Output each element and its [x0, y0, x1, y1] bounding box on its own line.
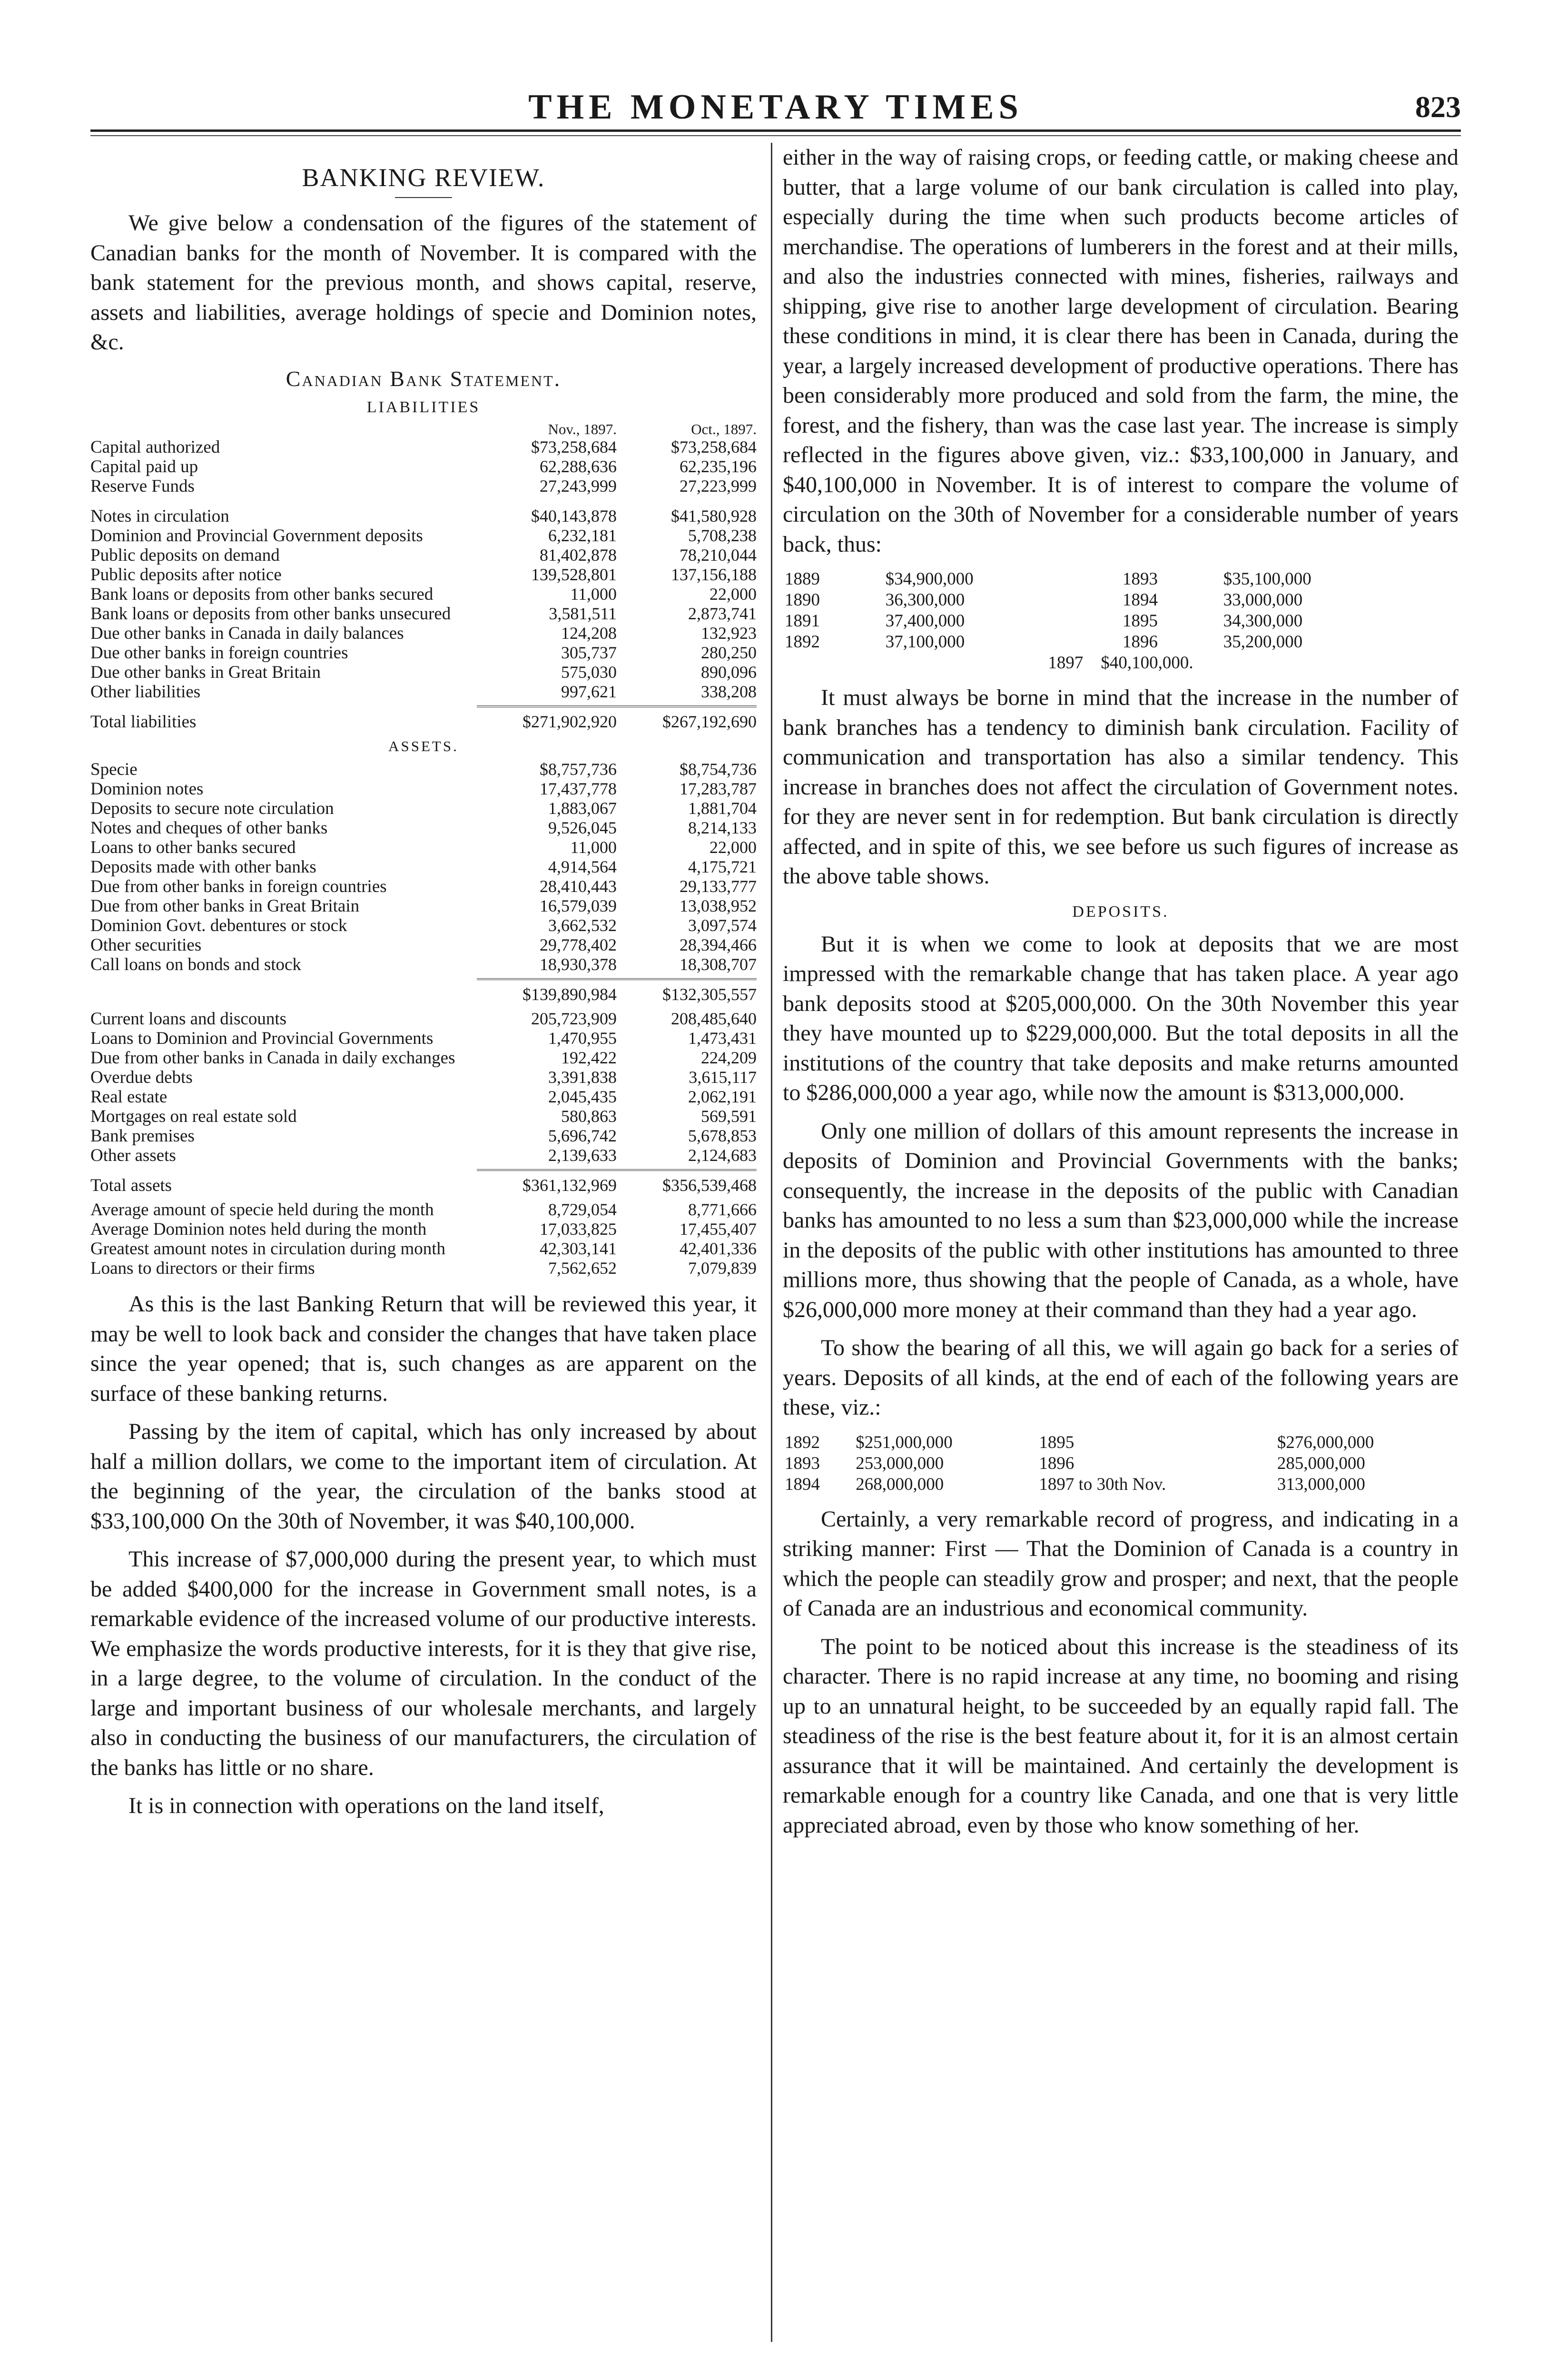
row-value-nov: 17,437,778 [540, 779, 617, 798]
deposits-row [783, 1432, 1458, 1453]
row-value-nov: 18,930,378 [540, 955, 617, 974]
rule-cell [90, 702, 477, 706]
asset-row [90, 1068, 757, 1087]
liability-row [90, 565, 757, 585]
rule-cell [477, 1165, 617, 1170]
row-value-nov: 3,391,838 [548, 1068, 617, 1087]
row-label: Average amount of specie held during the month [90, 1200, 434, 1220]
row-value-oct: 2,873,741 [688, 604, 757, 623]
row-value-nov: 7,562,652 [548, 1259, 617, 1278]
amount-cell: 37,100,000 [885, 632, 965, 652]
circulation-row-1897 [783, 653, 1458, 674]
row-value-nov: 9,526,045 [548, 818, 617, 837]
amount-cell: $35,100,000 [1223, 569, 1311, 589]
row-value-nov: 4,914,564 [548, 857, 617, 876]
asset-row [90, 916, 757, 935]
body-paragraph: either in the way of raising crops, or feeding cattle, or making cheese and butter, that a large volume of our bank circulation is called into play, especially during the time when such products become articles of merchandise. The operations of lumberers in the forest and at their mills, and also the industries connected with mines, fisheries, railways and shipping, give rise to another large development of circulation. Bearing these conditions in mind, it is clear there has been in Canada, during the year, a largely increased development of productive operations. There has been considerably more produced and sold from the farm, the mine, the forest, and the fishery, than was the case last year. The increase is simply reflected in the figures above given, viz.: $33,100,000 in January, and $40,100,000 in November. It is of interest to compare the volume of circulation on the 30th of November for a considerable number of years back, thus: [783, 145, 1458, 557]
liability-row [90, 624, 757, 643]
row-label: Reserve Funds [90, 476, 195, 496]
year-cell: 1892 [785, 1432, 820, 1452]
subtotal-oct: $132,305,557 [662, 985, 757, 1004]
rule-cell [477, 974, 617, 979]
rule-cell [617, 1165, 757, 1170]
row-value-oct: $73,258,684 [671, 437, 757, 456]
heading-rule [395, 197, 452, 198]
amount-cell: 268,000,000 [856, 1474, 944, 1494]
row-value-nov: 2,045,435 [548, 1087, 617, 1106]
row-value-oct: 280,250 [701, 643, 757, 662]
row-value-nov: 28,410,443 [540, 877, 617, 896]
body-paragraph: It must always be borne in mind that the increase in the number of bank branches has a tendency to diminish bank circulation. Facility of communication and transportation has also a similar tendency. This increase in branches does not affect the circulation of Government notes. for they are never sent in for redemption. But bank circulation is directly affected, and in spite of this, we see before us such figures of increase as the above table shows. [783, 685, 1458, 889]
row-value-nov: 305,737 [561, 643, 617, 662]
circulation-row [783, 632, 1458, 653]
row-value-oct: 3,615,117 [689, 1068, 757, 1087]
left-column [90, 143, 757, 1821]
average-row [90, 1259, 757, 1278]
amount-cell: 33,000,000 [1223, 590, 1303, 610]
year-cell: 1893 [1122, 569, 1158, 589]
row-label: Bank premises [90, 1126, 195, 1146]
row-label: Due other banks in Canada in daily balances [90, 624, 404, 643]
spacer-row [90, 496, 757, 506]
body-paragraph: It is in connection with operations on the land itself, [128, 1793, 604, 1818]
asset-row [90, 877, 757, 896]
liabilities-heading: LIABILITIES [366, 398, 481, 416]
row-value-oct: 2,124,683 [688, 1146, 757, 1165]
row-label: Specie [90, 760, 138, 779]
rule-row [90, 974, 757, 979]
row-value-oct: 3,097,574 [688, 916, 757, 935]
row-value-nov: 3,662,532 [548, 916, 617, 935]
row-label: Notes in circulation [90, 506, 229, 526]
row-label: Call loans on bonds and stock [90, 955, 301, 974]
page-number: 823 [1415, 90, 1461, 124]
row-label: Dominion Govt. debentures or stock [90, 916, 347, 935]
liability-row [90, 643, 757, 663]
row-value-nov: 11,000 [570, 585, 617, 604]
row-label: Dominion notes [90, 779, 204, 799]
total-assets-row [90, 1170, 757, 1200]
circulation-1897-cell [783, 653, 1458, 674]
row-value-oct: 13,038,952 [680, 896, 757, 915]
body-paragraph: The point to be noticed about this increase is the steadiness of its character. There is no rapid increase at any time, no booming and rising up to an unnatural height, to be succeeded by an equally rapid fall. The steadiness of the rise is the best feature about it, for it is an almost certain assurance that it will be maintained. And certainly the development is remarkable enough for a country like Canada, and one that is very little appreciated abroad, even by those who know something of her. [783, 1634, 1458, 1838]
year-cell: 1891 [785, 611, 820, 631]
row-label: Total assets [90, 1176, 172, 1195]
row-label: Due from other banks in foreign countries [90, 877, 387, 896]
asset-row [90, 1009, 757, 1029]
article-heading: BANKING REVIEW. [302, 163, 545, 192]
deposits-row [783, 1474, 1458, 1495]
left-paragraphs [90, 1289, 757, 1821]
row-value-oct: 890,096 [701, 663, 757, 682]
row-value-nov: 11,000 [570, 838, 617, 857]
liability-row [90, 663, 757, 682]
assets-heading: ASSETS. [388, 738, 459, 754]
row-value-nov: 192,422 [561, 1048, 617, 1067]
column-divider [771, 143, 772, 2342]
right-paragraphs-d [783, 1505, 1458, 1841]
year-cell: 1890 [785, 590, 820, 610]
right-column [783, 143, 1458, 1840]
amount-cell: $251,000,000 [856, 1432, 953, 1452]
year-cell: 1893 [785, 1453, 820, 1473]
year-cell: 1894 [1122, 590, 1158, 610]
amount-cell: 37,400,000 [885, 611, 965, 631]
amount-cell: 313,000,000 [1277, 1474, 1365, 1494]
body-paragraph: As this is the last Banking Return that will be reviewed this year, it may be well to look back and consider the changes that have taken place since the year opened; that is, such changes as are apparent on the surface of these banking returns. [90, 1291, 757, 1406]
year-cell: 1897 [1048, 653, 1084, 673]
row-label: Loans to Dominion and Provincial Governments [90, 1029, 434, 1048]
row-value-oct: 338,208 [701, 682, 757, 701]
row-label: Due from other banks in Canada in daily exchanges [90, 1048, 455, 1068]
row-label: Notes and cheques of other banks [90, 818, 328, 838]
row-value-nov: 17,033,825 [540, 1220, 617, 1239]
row-value-nov: 8,729,054 [548, 1200, 617, 1219]
asset-row [90, 1048, 757, 1068]
body-paragraph: To show the bearing of all this, we will again go back for a series of years. Deposits of all kinds, at the end of each of the following years are these, viz.: [783, 1335, 1458, 1420]
liability-row [90, 682, 757, 702]
row-value-oct: 1,473,431 [688, 1029, 757, 1048]
right-paragraphs-c [783, 930, 1458, 1423]
row-value-oct: $267,192,690 [662, 712, 757, 731]
row-value-oct: 28,394,466 [680, 935, 757, 954]
deposits-table [783, 1432, 1458, 1495]
row-label: Bank loans or deposits from other banks secured [90, 585, 434, 604]
rule-cell [477, 702, 617, 706]
row-value-oct: 132,923 [701, 624, 757, 643]
row-value-nov: 3,581,511 [549, 604, 617, 623]
row-value-oct: 7,079,839 [688, 1259, 757, 1278]
circulation-row [783, 590, 1458, 611]
amount-cell: $40,100,000. [1101, 653, 1193, 673]
asset-row [90, 935, 757, 955]
row-label: Loans to other banks secured [90, 838, 296, 857]
row-value-nov: $361,132,969 [522, 1176, 617, 1195]
column-head-blank [90, 421, 477, 437]
row-value-oct: 4,175,721 [688, 857, 757, 876]
row-label: Greatest amount notes in circulation during month [90, 1239, 445, 1259]
liability-row [90, 585, 757, 604]
liability-row [90, 476, 757, 496]
liability-row [90, 545, 757, 565]
rule-cell [90, 1165, 477, 1170]
masthead-rule-thin [90, 135, 1461, 136]
row-label: Due from other banks in Great Britain [90, 896, 360, 916]
asset-row [90, 799, 757, 818]
liability-row [90, 526, 757, 545]
row-label: Real estate [90, 1087, 168, 1107]
rule-row [90, 1165, 757, 1170]
amount-cell: $34,900,000 [885, 569, 974, 589]
right-paragraphs-b [783, 683, 1458, 892]
liability-row [90, 437, 757, 457]
row-value-nov: 6,232,181 [548, 526, 617, 545]
rule-cell [617, 974, 757, 979]
amount-cell: 285,000,000 [1277, 1453, 1365, 1473]
row-label: Dominion and Provincial Government deposits [90, 526, 423, 545]
liability-row [90, 457, 757, 476]
year-cell: 1894 [785, 1474, 820, 1494]
year-cell: 1896 [1039, 1453, 1074, 1473]
row-value-nov: 5,696,742 [548, 1126, 617, 1145]
statement-title: Canadian Bank Statement. [286, 366, 562, 391]
row-value-oct: 5,678,853 [688, 1126, 757, 1145]
asset-row [90, 857, 757, 877]
row-value-nov: 2,139,633 [548, 1146, 617, 1165]
body-paragraph: Only one million of dollars of this amount represents the increase in deposits of Dominion and Provincial Governments with the banks; consequently, the increase in the deposits of the public with Canadian banks has amounted to no less a sum than $23,000,000 while the increase in the deposits of the public with other institutions has amounted to three millions more, thus showing that the people of Canada, as a whole, have $26,000,000 more money at their command than they had a year ago. [783, 1118, 1458, 1322]
year-cell: 1895 [1122, 611, 1158, 631]
asset-row [90, 779, 757, 799]
body-paragraph: Passing by the item of capital, which has only increased by about half a million dollars, we come to the important item of circulation. At the beginning of the year, the circulation of the banks stood at $33,100,000 On the 30th of November, it was $40,100,000. [90, 1419, 757, 1534]
row-value-oct: 137,156,188 [671, 565, 757, 584]
row-value-nov: 575,030 [561, 663, 617, 682]
row-value-oct: 208,485,640 [671, 1009, 757, 1028]
bank-statement-table [90, 421, 757, 1278]
amount-cell: 253,000,000 [856, 1453, 944, 1473]
year-cell: 1892 [785, 632, 820, 652]
row-value-oct: 22,000 [709, 585, 757, 604]
row-label: Other liabilities [90, 682, 201, 702]
row-label: Capital authorized [90, 437, 220, 457]
row-value-nov: 16,579,039 [540, 896, 617, 915]
row-label: Deposits made with other banks [90, 857, 316, 877]
amount-cell: 35,200,000 [1223, 632, 1303, 652]
column-head-oct: Oct., 1897. [691, 421, 757, 437]
amount-cell: $276,000,000 [1277, 1432, 1374, 1452]
deposits-heading: DEPOSITS. [1072, 902, 1169, 921]
subtotal-nov: $139,890,984 [522, 985, 617, 1004]
row-value-nov: 1,470,955 [548, 1029, 617, 1048]
asset-row [90, 818, 757, 838]
year-cell: 1889 [785, 569, 820, 589]
row-label: Due other banks in foreign countries [90, 643, 348, 663]
row-value-oct: 42,401,336 [680, 1239, 757, 1258]
liability-row [90, 506, 757, 526]
asset-row [90, 896, 757, 916]
row-label: Current loans and discounts [90, 1009, 287, 1029]
row-label: Total liabilities [90, 712, 197, 732]
amount-cell: 34,300,000 [1223, 611, 1303, 631]
asset-row [90, 1029, 757, 1048]
row-label: Other assets [90, 1146, 176, 1165]
row-value-oct: 2,062,191 [688, 1087, 757, 1106]
masthead-rule [90, 129, 1461, 132]
row-value-oct: 8,771,666 [688, 1200, 757, 1219]
amount-cell: 36,300,000 [885, 590, 965, 610]
row-label: Other securities [90, 935, 202, 955]
row-value-nov: 124,208 [561, 624, 617, 643]
rule-cell [617, 702, 757, 706]
row-value-nov: $73,258,684 [531, 437, 617, 456]
year-cell: 1897 to 30th Nov. [1039, 1474, 1166, 1494]
asset-row [90, 1087, 757, 1107]
row-value-nov: $40,143,878 [531, 506, 617, 526]
row-value-oct: 78,210,044 [680, 545, 757, 565]
subtotal-blank [90, 979, 477, 1009]
row-value-nov: 62,288,636 [540, 457, 617, 476]
row-value-nov: 42,303,141 [540, 1239, 617, 1258]
right-paragraphs-a [783, 143, 1458, 559]
average-row [90, 1239, 757, 1259]
row-label: Deposits to secure note circulation [90, 799, 334, 818]
row-label: Public deposits on demand [90, 545, 280, 565]
row-value-nov: $271,902,920 [522, 712, 617, 731]
assets-heading-row [90, 736, 757, 760]
row-label: Due other banks in Great Britain [90, 663, 321, 682]
row-label: Mortgages on real estate sold [90, 1107, 297, 1126]
intro-paragraph: We give below a condensation of the figures of the statement of Canadian banks for the month of November. It is compared with the bank statement for the previous month, and shows capital, reserve, assets and liabilities, average holdings of specie and Dominion notes, &c. [90, 210, 757, 355]
year-cell: 1895 [1039, 1432, 1074, 1452]
average-row [90, 1220, 757, 1239]
row-value-oct: 18,308,707 [680, 955, 757, 974]
row-label: Overdue debts [90, 1068, 193, 1087]
liability-row [90, 604, 757, 624]
assets-subtotal-row [90, 979, 757, 1009]
column-head-row [90, 421, 757, 437]
row-value-oct: 5,708,238 [688, 526, 757, 545]
rule-cell [90, 974, 477, 979]
total-liabilities-row [90, 706, 757, 736]
row-label: Average Dominion notes held during the month [90, 1220, 427, 1239]
row-value-nov: 205,723,909 [531, 1009, 617, 1028]
row-value-nov: 139,528,801 [531, 565, 617, 584]
row-value-oct: 17,455,407 [680, 1220, 757, 1239]
row-value-oct: 22,000 [709, 838, 757, 857]
row-value-oct: $41,580,928 [671, 506, 757, 526]
asset-row [90, 760, 757, 779]
asset-row [90, 838, 757, 857]
column-head-nov: Nov., 1897. [548, 421, 617, 437]
row-value-oct: 29,133,777 [680, 877, 757, 896]
row-value-nov: 1,883,067 [548, 799, 617, 818]
asset-row [90, 1107, 757, 1126]
row-value-oct: 27,223,999 [680, 476, 757, 496]
row-value-oct: $356,539,468 [662, 1176, 757, 1195]
row-value-oct: 224,209 [701, 1048, 757, 1067]
row-value-nov: 997,621 [561, 682, 617, 701]
row-value-oct: 569,591 [701, 1107, 757, 1126]
row-label: Bank loans or deposits from other banks unsecured [90, 604, 451, 624]
asset-row [90, 1146, 757, 1165]
row-value-oct: 8,214,133 [688, 818, 757, 837]
row-value-oct: 62,235,196 [680, 457, 757, 476]
masthead [90, 88, 1461, 126]
circulation-row [783, 611, 1458, 632]
body-paragraph: But it is when we come to look at deposits that we are most impressed with the remarkable change that has taken place. A year ago bank deposits stood at $205,000,000. On the 30th November this year they have mounted up to $229,000,000. But the total deposits in all the institutions of the country that take deposits and make returns amounted to $286,000,000 a year ago, while now the amount is $313,000,000. [783, 931, 1458, 1105]
average-row [90, 1200, 757, 1220]
body-paragraph: Certainly, a very remarkable record of progress, and indicating in a striking manner: First — That the Dominion of Canada is a country in which the people can steadily grow and prosper; and next, that the people of Canada are an industrious and economical community. [783, 1506, 1458, 1621]
row-value-nov: 81,402,878 [540, 545, 617, 565]
row-label: Capital paid up [90, 457, 198, 476]
rule-row [90, 702, 757, 706]
body-paragraph: This increase of $7,000,000 during the present year, to which must be added $400,000 for the increase in Government small notes, is a remarkable evidence of the increased volume of our productive interests. We emphasize the words productive interests, for it is they that give rise, in a large degree, to the volume of circulation. In the conduct of the large and important business of our wholesale merchants, and largely also in conducting the business of our manufacturers, the circulation of the banks has little or no share. [90, 1547, 757, 1780]
deposits-row [783, 1453, 1458, 1474]
row-value-nov: $8,757,736 [540, 760, 617, 779]
circulation-row [783, 569, 1458, 590]
row-value-oct: $8,754,736 [680, 760, 757, 779]
row-value-nov: 27,243,999 [540, 476, 617, 496]
row-value-oct: 17,283,787 [680, 779, 757, 798]
row-value-oct: 1,881,704 [688, 799, 757, 818]
row-label: Public deposits after notice [90, 565, 282, 585]
asset-row [90, 955, 757, 974]
publication-title: THE MONETARY TIMES [528, 88, 1023, 127]
row-label: Loans to directors or their firms [90, 1259, 315, 1278]
row-value-nov: 580,863 [561, 1107, 617, 1126]
circulation-table [783, 569, 1458, 674]
row-value-nov: 29,778,402 [540, 935, 617, 954]
year-cell: 1896 [1122, 632, 1158, 652]
asset-row [90, 1126, 757, 1146]
